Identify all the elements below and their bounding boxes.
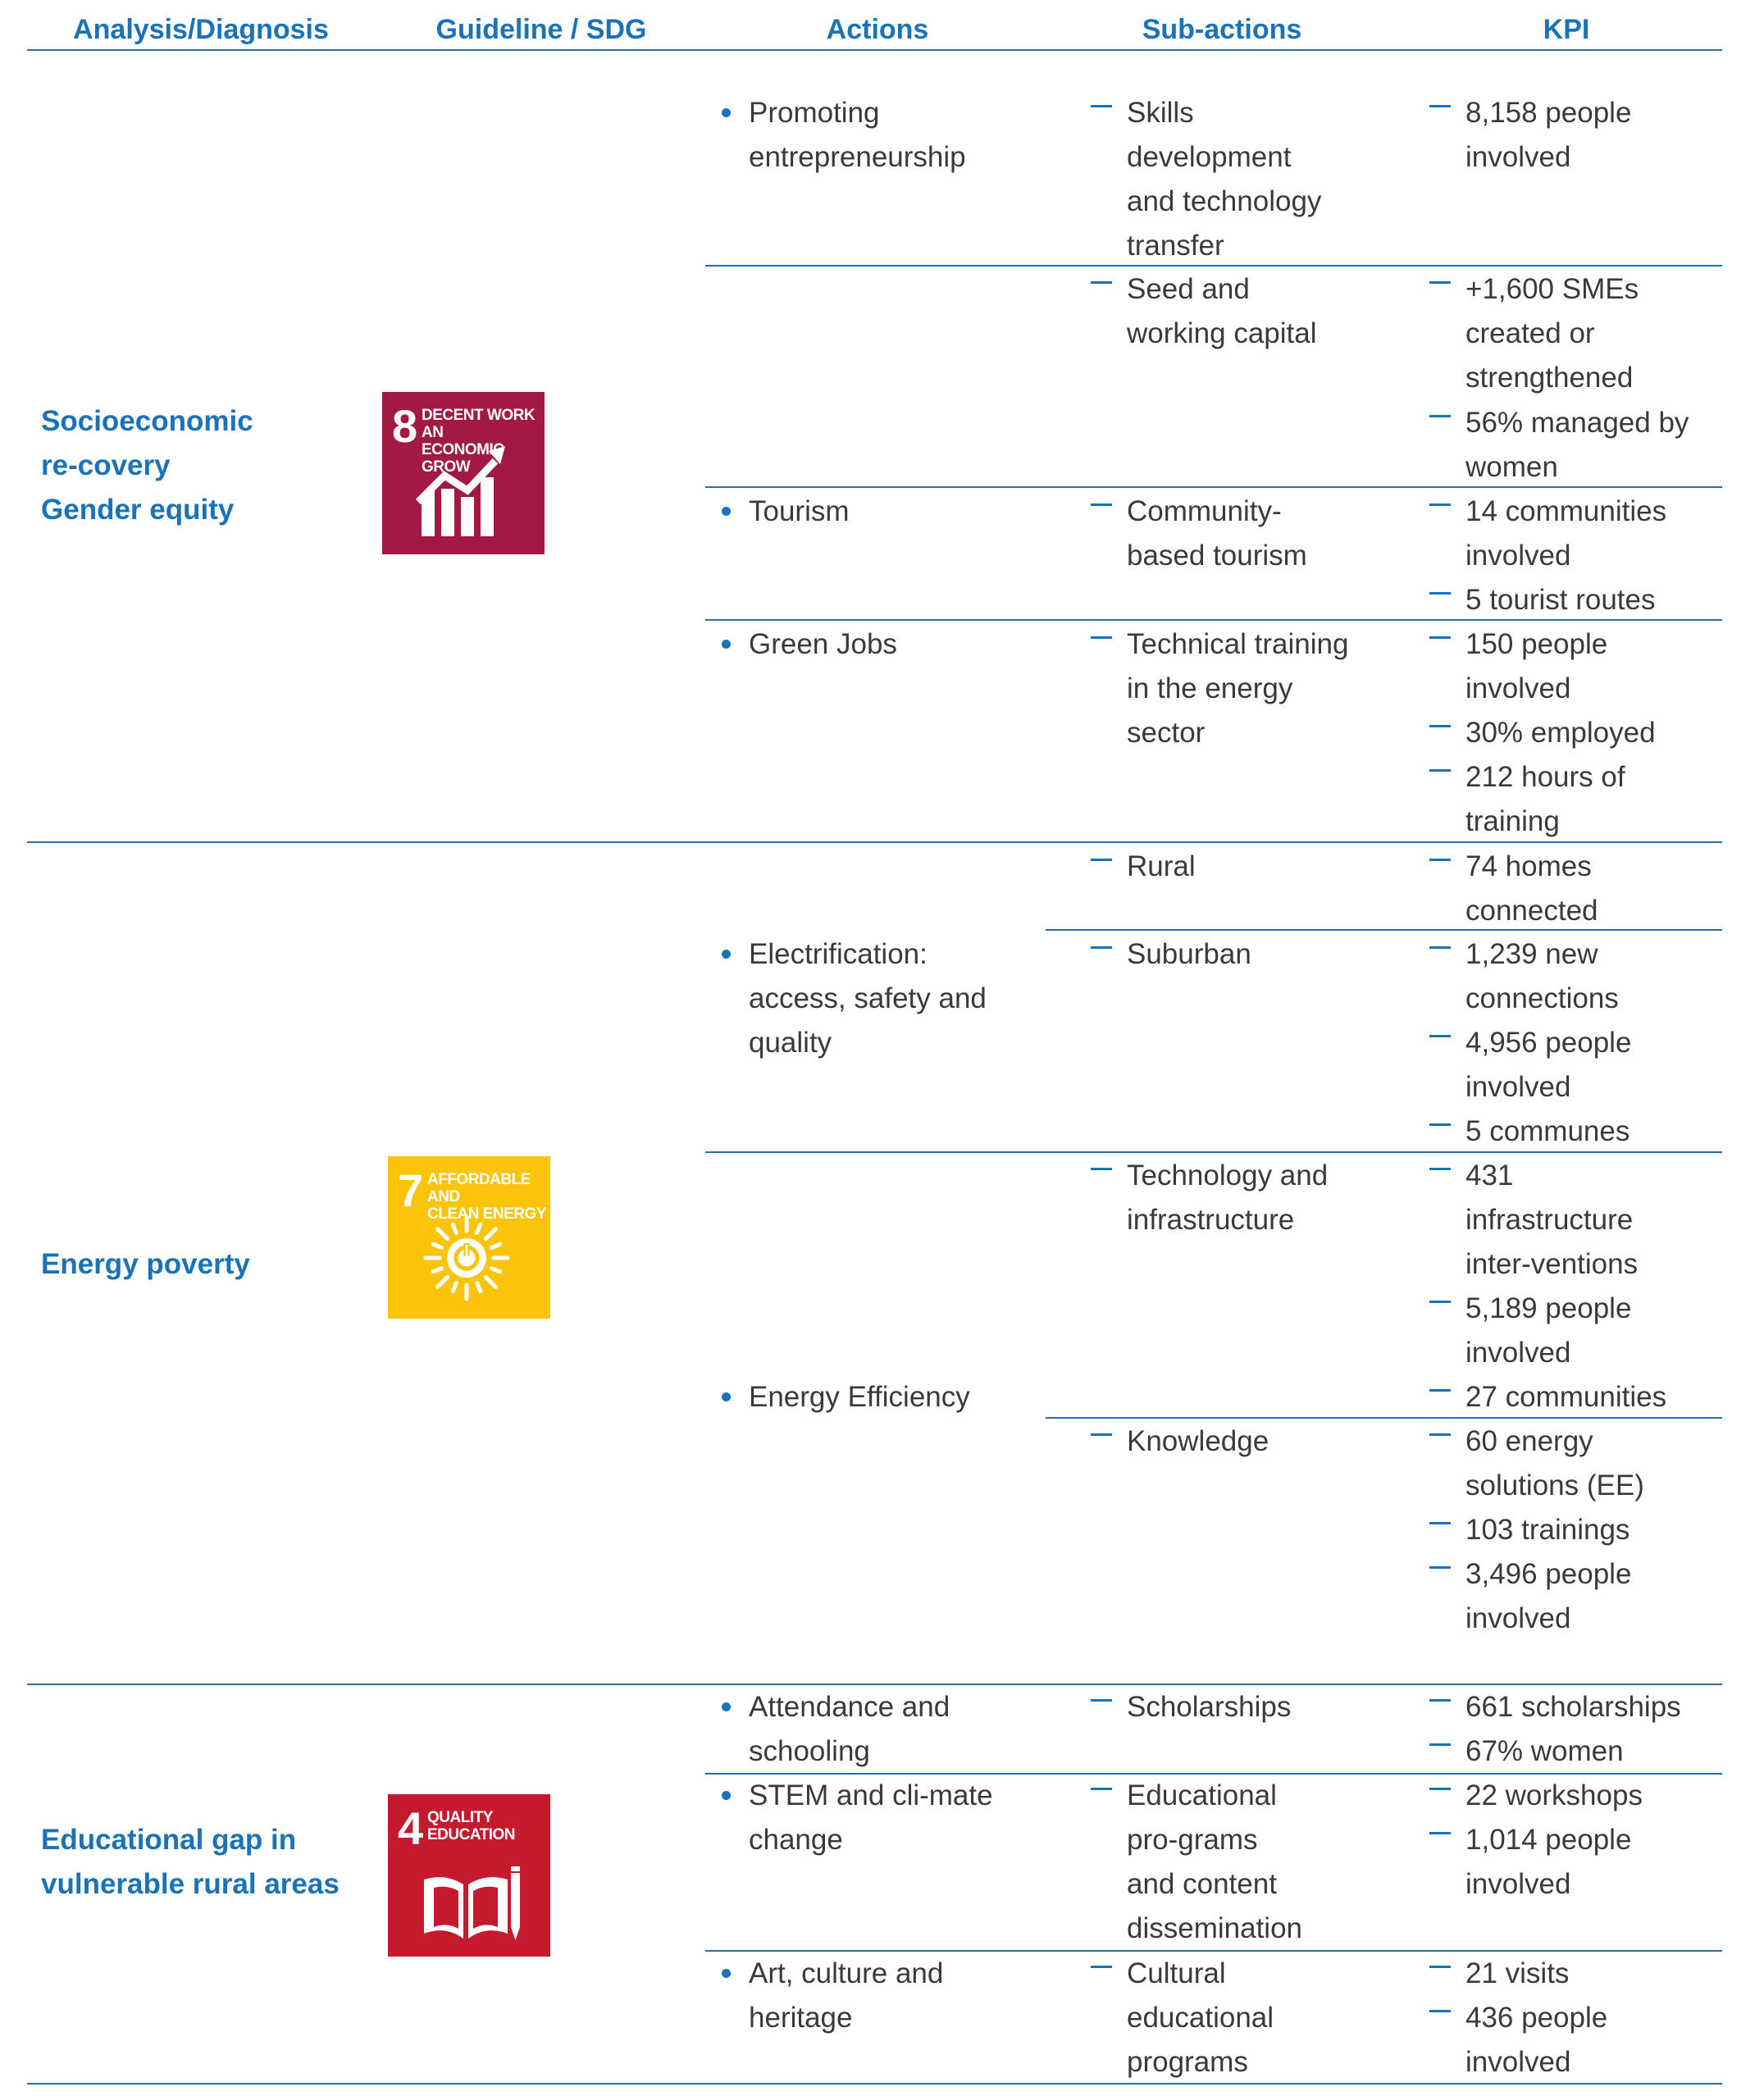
action-item-line: STEM and cli-mate xyxy=(749,1779,993,1811)
kpi-item-line: 1,239 new xyxy=(1465,938,1598,970)
dash-icon xyxy=(1429,105,1451,107)
action-item xyxy=(749,490,850,534)
row-divider xyxy=(1046,929,1722,931)
column-header-4: Sub-actions xyxy=(1142,13,1302,45)
category-line: vulnerable rural areas xyxy=(41,1868,340,1900)
kpi-item-line: +1,600 SMEs xyxy=(1465,273,1639,305)
kpi-item xyxy=(1465,490,1666,578)
subaction-item xyxy=(1127,1952,1274,2085)
sdg-number: 8 xyxy=(392,400,418,452)
action-item-line: schooling xyxy=(749,1735,870,1767)
kpi-item xyxy=(1465,1685,1681,1729)
subaction-item-line: working capital xyxy=(1127,317,1317,349)
sdg-8-tile xyxy=(382,392,545,554)
kpi-item-line: strengthened xyxy=(1465,362,1634,394)
subaction-item-line: Knowledge xyxy=(1127,1425,1269,1457)
column-header-5: KPI xyxy=(1543,13,1590,45)
kpi-item-line: 60 energy xyxy=(1465,1425,1593,1457)
column-header-3: Actions xyxy=(826,13,929,45)
kpi-item-line: 30% employed xyxy=(1465,717,1656,749)
subaction-item-line: transfer xyxy=(1127,230,1224,262)
action-item xyxy=(749,932,987,1065)
dash-icon xyxy=(1091,503,1112,506)
action-item-line: Electrification: xyxy=(749,938,928,970)
subaction-item-line: Community- xyxy=(1127,495,1282,527)
sdg-title-line: ECONOMIC GROW xyxy=(422,441,504,476)
subaction-item xyxy=(1127,490,1307,578)
dash-icon xyxy=(1091,946,1112,949)
kpi-item-line: 431 xyxy=(1465,1160,1514,1192)
dash-icon xyxy=(1091,1168,1112,1170)
kpi-item xyxy=(1465,622,1607,711)
dash-icon xyxy=(1429,592,1451,595)
kpi-item-line: 3,496 people xyxy=(1465,1558,1632,1590)
subaction-item-line: and technology xyxy=(1127,185,1322,217)
kpi-item xyxy=(1465,1818,1631,1907)
kpi-item-line: 661 scholarships xyxy=(1465,1691,1681,1723)
subaction-item xyxy=(1127,1154,1328,1242)
subaction-item xyxy=(1127,622,1348,755)
subaction-item xyxy=(1127,1685,1291,1729)
kpi-item xyxy=(1465,1996,1607,2085)
action-item xyxy=(749,1952,943,2040)
dash-icon xyxy=(1429,1966,1451,1968)
subaction-item-line: Educational xyxy=(1127,1779,1277,1811)
category-label xyxy=(41,1242,250,1287)
kpi-item-line: involved xyxy=(1465,1602,1571,1634)
subaction-item-line: Suburban xyxy=(1127,938,1251,970)
dash-icon xyxy=(1429,1788,1451,1790)
action-item-line: quality xyxy=(749,1027,832,1059)
subaction-item xyxy=(1127,932,1251,977)
kpi-item xyxy=(1465,1419,1644,1508)
subaction-item xyxy=(1127,267,1317,356)
category-line: Educational gap in xyxy=(41,1824,297,1856)
action-item-line: Promoting xyxy=(749,97,880,129)
sdg-title-line: QUALITY xyxy=(427,1809,493,1826)
kpi-item-line: 5 tourist routes xyxy=(1465,584,1656,616)
action-item-line: Tourism xyxy=(749,495,850,527)
subaction-item-line: in the energy xyxy=(1127,672,1293,704)
action-item-line: Energy Efficiency xyxy=(749,1381,970,1413)
kpi-item-line: involved xyxy=(1465,1071,1571,1103)
kpi-item xyxy=(1465,1110,1630,1154)
sdg-7-tile xyxy=(388,1156,550,1319)
bullet-icon xyxy=(722,507,731,516)
subaction-item-line: Scholarships xyxy=(1127,1691,1292,1723)
subaction-item-line: sector xyxy=(1127,717,1206,749)
dash-icon xyxy=(1091,859,1112,861)
dash-icon xyxy=(1091,105,1112,107)
column-header-2: Guideline / SDG xyxy=(435,13,647,45)
subaction-item-line: Skills xyxy=(1127,97,1194,129)
sdg-number: 4 xyxy=(398,1802,424,1854)
kpi-item xyxy=(1465,1552,1631,1641)
kpi-item-line: infrastructure xyxy=(1465,1204,1634,1236)
sdg-title xyxy=(427,1171,546,1223)
dash-icon xyxy=(1429,1699,1451,1702)
subaction-item-line: infrastructure xyxy=(1127,1204,1295,1236)
dash-icon xyxy=(1429,1832,1451,1834)
dash-icon xyxy=(1429,1522,1451,1524)
kpi-item-line: 27 communities xyxy=(1465,1381,1667,1413)
action-item-line: Attendance and xyxy=(749,1691,950,1723)
kpi-item xyxy=(1465,1154,1638,1287)
dash-icon xyxy=(1091,1699,1112,1702)
dash-icon xyxy=(1429,1566,1451,1569)
subaction-item-line: educational xyxy=(1127,2002,1274,2034)
kpi-item-line: 21 visits xyxy=(1465,1957,1570,1989)
dash-icon xyxy=(1429,1433,1451,1436)
dash-icon xyxy=(1429,1389,1451,1392)
kpi-item-line: 14 communities xyxy=(1465,495,1667,527)
action-item-line: heritage xyxy=(749,2002,853,2034)
subaction-item-line: Seed and xyxy=(1127,273,1250,305)
action-item xyxy=(749,1774,993,1862)
kpi-item-line: involved xyxy=(1465,2046,1571,2078)
kpi-item-line: involved xyxy=(1465,540,1571,572)
dash-icon xyxy=(1429,946,1451,949)
kpi-item-line: 8,158 people xyxy=(1465,97,1632,129)
subaction-item-line: Technology and xyxy=(1127,1160,1329,1192)
dash-icon xyxy=(1429,281,1451,284)
kpi-item xyxy=(1465,932,1619,1021)
dash-icon xyxy=(1429,1035,1451,1037)
kpi-item xyxy=(1465,1021,1631,1110)
sdg-title-line: EDUCATION xyxy=(427,1826,516,1843)
sdg-title xyxy=(427,1809,546,1843)
sdg-title-line: DECENT WORK AN xyxy=(422,407,536,441)
kpi-item-line: women xyxy=(1465,451,1558,483)
sdg-4-tile xyxy=(388,1794,550,1957)
action-item xyxy=(749,1375,970,1419)
kpi-item-line: inter-ventions xyxy=(1465,1248,1639,1280)
subaction-item xyxy=(1127,1774,1302,1951)
category-line: Gender equity xyxy=(41,494,235,526)
kpi-item xyxy=(1465,755,1625,844)
kpi-item-line: training xyxy=(1465,805,1560,837)
dash-icon xyxy=(1091,1966,1112,1968)
bullet-icon xyxy=(722,1392,731,1401)
action-item-line: change xyxy=(749,1824,843,1856)
subaction-item-line: development xyxy=(1127,141,1292,173)
kpi-item-line: 1,014 people xyxy=(1465,1824,1632,1856)
kpi-item-line: 56% managed by xyxy=(1465,407,1689,439)
action-item-line: entrepreneurship xyxy=(749,141,966,173)
dash-icon xyxy=(1429,2010,1451,2012)
kpi-item-line: 212 hours of xyxy=(1465,761,1625,793)
bullet-icon xyxy=(722,640,731,649)
category-line: Socioeconomic xyxy=(41,405,253,437)
bullet-icon xyxy=(722,950,731,959)
sdg-number: 7 xyxy=(398,1164,424,1216)
subaction-item-line: Technical training xyxy=(1127,628,1349,660)
column-header-1: Analysis/Diagnosis xyxy=(73,13,329,45)
kpi-item-line: involved xyxy=(1465,1868,1571,1900)
dash-icon xyxy=(1091,1433,1112,1436)
bullet-icon xyxy=(722,108,731,117)
kpi-item-line: 5 communes xyxy=(1465,1115,1630,1147)
dash-icon xyxy=(1429,1168,1451,1170)
subaction-item xyxy=(1127,91,1321,268)
bullet-icon xyxy=(722,1969,731,1978)
dash-icon xyxy=(1429,769,1451,772)
kpi-item xyxy=(1465,845,1598,933)
kpi-item xyxy=(1465,711,1656,755)
dash-icon xyxy=(1091,636,1112,639)
kpi-item xyxy=(1465,1952,1569,1996)
kpi-item-line: 22 workshops xyxy=(1465,1779,1643,1811)
row-divider xyxy=(27,49,1722,51)
action-item-line: access, safety and xyxy=(749,982,987,1014)
kpi-item xyxy=(1465,578,1656,622)
sdg-title-line: CLEAN ENERGY xyxy=(427,1205,546,1223)
dash-icon xyxy=(1091,1788,1112,1790)
dash-icon xyxy=(1429,1301,1451,1303)
bullet-icon xyxy=(722,1702,731,1711)
dash-icon xyxy=(1429,859,1451,861)
kpi-item xyxy=(1465,91,1631,180)
category-line: Energy poverty xyxy=(41,1248,250,1280)
subaction-item-line: Rural xyxy=(1127,850,1196,882)
action-item-line: Art, culture and xyxy=(749,1957,944,1989)
subaction-item-line: Cultural xyxy=(1127,1957,1226,1989)
action-item xyxy=(749,91,966,180)
subaction-item-line: based tourism xyxy=(1127,540,1307,572)
kpi-item-line: solutions (EE) xyxy=(1465,1469,1644,1501)
kpi-item-line: 150 people xyxy=(1465,628,1608,660)
dash-icon xyxy=(1429,503,1451,506)
kpi-item xyxy=(1465,267,1639,400)
dash-icon xyxy=(1429,415,1451,417)
kpi-item-line: 103 trainings xyxy=(1465,1514,1630,1546)
kpi-item xyxy=(1465,1375,1666,1419)
action-item-line: Green Jobs xyxy=(749,628,897,660)
dash-icon xyxy=(1429,1123,1451,1126)
sdg-title xyxy=(422,407,540,476)
kpi-item-line: connections xyxy=(1465,982,1619,1014)
subaction-item-line: pro-grams xyxy=(1127,1824,1258,1856)
action-item xyxy=(749,1685,950,1774)
action-item xyxy=(749,622,897,667)
kpi-item xyxy=(1465,1508,1630,1552)
dash-icon xyxy=(1091,281,1112,284)
category-label xyxy=(41,1818,340,1907)
dash-icon xyxy=(1429,636,1451,639)
kpi-item-line: connected xyxy=(1465,895,1598,927)
kpi-item-line: created or xyxy=(1465,317,1595,349)
dash-icon xyxy=(1429,1743,1451,1746)
subaction-item-line: dissemination xyxy=(1127,1912,1302,1944)
kpi-item-line: 5,189 people xyxy=(1465,1292,1632,1324)
kpi-item-line: 436 people xyxy=(1465,2002,1608,2034)
dash-icon xyxy=(1429,725,1451,727)
kpi-item-line: 74 homes xyxy=(1465,850,1592,882)
kpi-item-line: 67% women xyxy=(1465,1735,1624,1767)
category-line: re-covery xyxy=(41,449,171,481)
kpi-item-line: 4,956 people xyxy=(1465,1027,1632,1059)
kpi-item xyxy=(1465,1774,1643,1818)
kpi-item-line: involved xyxy=(1465,141,1571,173)
kpi-item xyxy=(1465,1287,1631,1375)
bullet-icon xyxy=(722,1791,731,1800)
kpi-item xyxy=(1465,1729,1624,1774)
kpi-item-line: involved xyxy=(1465,672,1571,704)
kpi-item xyxy=(1465,401,1689,490)
subaction-item xyxy=(1127,1419,1269,1464)
subaction-item-line: programs xyxy=(1127,2046,1248,2078)
subaction-item xyxy=(1127,845,1196,889)
category-label xyxy=(41,399,253,532)
kpi-item-line: involved xyxy=(1465,1337,1571,1369)
sdg-title-line: AFFORDABLE AND xyxy=(427,1171,531,1205)
subaction-item-line: and content xyxy=(1127,1868,1277,1900)
